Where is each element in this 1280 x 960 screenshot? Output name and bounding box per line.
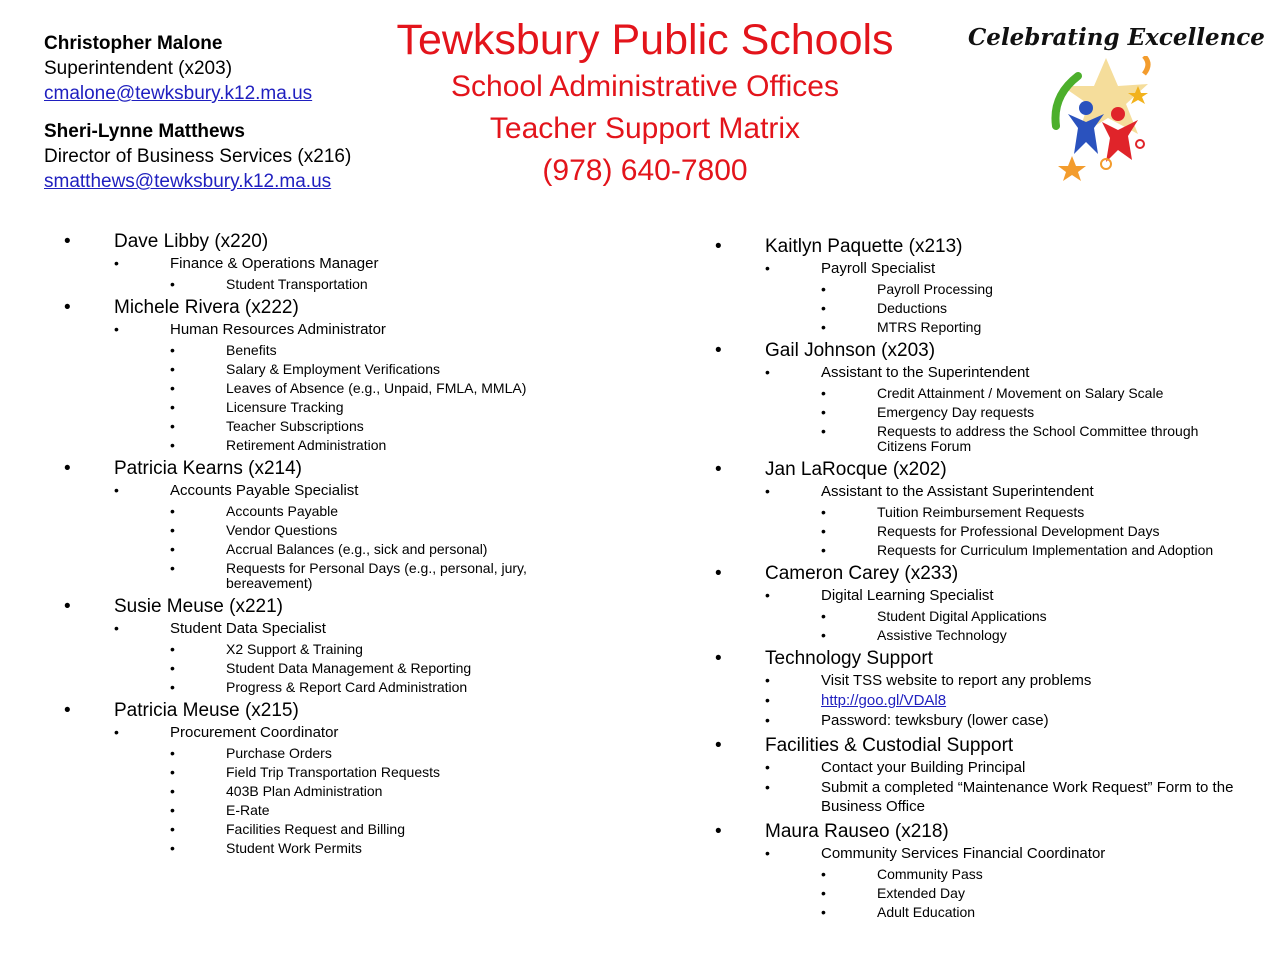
page-subtitle-offices: School Administrative Offices — [451, 70, 839, 103]
tss-website-link[interactable]: http://goo.gl/VDAl8 — [821, 692, 947, 709]
duty-item: • Deductions — [821, 300, 948, 316]
contact-role: Superintendent (x203) — [44, 58, 233, 79]
contact-name: Christopher Malone — [44, 33, 223, 54]
staff-name: Dave Libby (x220) — [114, 231, 269, 252]
tech-support-section: • Technology Support • Visit TSS website to report any problems • http://goo.gl/VDAl8 • Password: tewksbury (lower case) — [715, 647, 1275, 730]
staff-role: • Assistant to the Assistant Superintendent • Tuition Reimbursement Requests • Requests for Professional Development Days • Requests for Curriculum Implementation and Adoption — [765, 482, 1275, 558]
contact-superintendent — [44, 32, 404, 106]
duty-item: • Requests for Professional Development Days — [821, 523, 1160, 539]
duty-item: • Licensure Tracking — [170, 399, 344, 415]
duty-item: • E-Rate — [170, 802, 270, 818]
duty-item: • X2 Support & Training — [170, 641, 363, 657]
logo-tagline: Celebrating Excellence — [968, 24, 1265, 51]
duty-item: • Vendor Questions — [170, 522, 338, 538]
contact-business-director — [44, 120, 404, 194]
tech-support-item: • Password: tewksbury (lower case) — [765, 712, 1049, 729]
staff-name: Kaitlyn Paquette (x213) — [765, 236, 963, 257]
duty-item: • Teacher Subscriptions — [170, 418, 364, 434]
staff-entry: • Patricia Kearns (x214) • Accounts Payable Specialist • Accounts Payable • Vendor Questions • Accrual Balances (e.g., sick and personal) • Requests for Personal Days (e.g., personal, jury, bereavement) — [64, 457, 664, 591]
duty-item: • Accounts Payable — [170, 503, 339, 519]
duty-item: • Retirement Administration — [170, 437, 387, 453]
staff-name: Cameron Carey (x233) — [765, 563, 959, 584]
staff-entry: • Michele Rivera (x222) • Human Resources Administrator • Benefits • Salary & Employment Verifications • Leaves of Absence (e.g., Unpaid, FMLA, MMLA) • Licensure Tracking • Teacher Subscriptions • Retirement Administration — [64, 296, 664, 453]
duty-item: • Student Data Management & Reporting — [170, 660, 472, 676]
duty-item: • MTRS Reporting — [821, 319, 982, 335]
contact-email-link[interactable]: smatthews@tewksbury.k12.ma.us — [44, 171, 332, 192]
page-title: Tewksbury Public Schools — [396, 16, 894, 64]
staff-entry: • Jan LaRocque (x202) • Assistant to the Assistant Superintendent • Tuition Reimbursement Requests • Requests for Professional Development Days • Requests for Curriculum Implementation and Adoption — [715, 458, 1275, 558]
duty-item: • Requests for Personal Days (e.g., personal, jury, bereavement) — [170, 560, 527, 591]
duty-item: • Benefits — [170, 342, 277, 358]
staff-name: Michele Rivera (x222) — [114, 297, 299, 318]
staff-entry: • Patricia Meuse (x215) • Procurement Coordinator • Purchase Orders • Field Trip Transportation Requests • 403B Plan Administration • E-Rate • Facilities Request and Billing • Student Work Permits — [64, 699, 664, 856]
tech-support-item: • Visit TSS website to report any problems — [765, 672, 1092, 689]
contact-role: Director of Business Services (x216) — [44, 146, 352, 167]
logo — [968, 24, 1265, 184]
duty-item: • 403B Plan Administration — [170, 783, 383, 799]
duty-item: • Facilities Request and Billing — [170, 821, 405, 837]
staff-role: • Finance & Operations Manager • Student Transportation — [114, 254, 664, 292]
staff-role: • Digital Learning Specialist • Student Digital Applications • Assistive Technology — [765, 586, 1275, 643]
support-matrix-left — [64, 226, 664, 856]
section-title: Technology Support — [765, 648, 933, 669]
duty-item: • Adult Education — [821, 904, 976, 920]
contact-email-link[interactable]: cmalone@tewksbury.k12.ma.us — [44, 83, 313, 104]
staff-name: Patricia Meuse (x215) — [114, 700, 299, 721]
staff-entry: • Maura Rauseo (x218) • Community Services Financial Coordinator • Community Pass • Extended Day • Adult Education — [715, 820, 1275, 920]
staff-role: • Student Data Specialist • X2 Support & Training • Student Data Management & Reporting • Progress & Report Card Administration — [114, 619, 664, 695]
staff-role: • Community Services Financial Coordinator • Community Pass • Extended Day • Adult Education — [765, 844, 1275, 920]
duty-item: • Payroll Processing — [821, 281, 993, 297]
staff-name: Susie Meuse (x221) — [114, 596, 283, 617]
duty-item: • Field Trip Transportation Requests — [170, 764, 440, 780]
staff-role: • Human Resources Administrator • Benefits • Salary & Employment Verifications • Leaves of Absence (e.g., Unpaid, FMLA, MMLA) • Licensure Tracking • Teacher Subscriptions • Retirement Administration — [114, 320, 664, 453]
staff-entry: • Kaitlyn Paquette (x213) • Payroll Specialist • Payroll Processing • Deductions • MTRS Reporting — [715, 235, 1275, 335]
duty-item: • Salary & Employment Verifications — [170, 361, 440, 377]
duty-item: • Student Transportation — [170, 276, 368, 292]
duty-item: • Emergency Day requests — [821, 404, 1035, 420]
staff-role: • Procurement Coordinator • Purchase Orders • Field Trip Transportation Requests • 403B Plan Administration • E-Rate • Facilities Request and Billing • Student Work Permits — [114, 723, 664, 856]
duty-item: • Requests to address the School Committee through Citizens Forum — [821, 423, 1199, 454]
staff-name: Maura Rauseo (x218) — [765, 821, 949, 842]
duty-item: • Extended Day — [821, 885, 965, 901]
section-title: Facilities & Custodial Support — [765, 735, 1014, 756]
duty-item: • Credit Attainment / Movement on Salary Scale — [821, 385, 1164, 401]
page-phone: (978) 640-7800 — [542, 154, 748, 187]
staff-name: Patricia Kearns (x214) — [114, 458, 302, 479]
staff-entry: • Gail Johnson (x203) • Assistant to the Superintendent • Credit Attainment / Movement on Salary Scale • Emergency Day requests • Requests to address the School Committee through Citizens Forum — [715, 339, 1275, 454]
duty-item: • Requests for Curriculum Implementation and Adoption — [821, 542, 1214, 558]
staff-name: Gail Johnson (x203) — [765, 340, 936, 361]
facilities-item: • Submit a completed “Maintenance Work Request” Form to the Business Office — [765, 779, 1234, 815]
contact-name: Sheri-Lynne Matthews — [44, 121, 245, 142]
facilities-section: • Facilities & Custodial Support • Contact your Building Principal • Submit a completed “Maintenance Work Request” Form to the Business Office — [715, 734, 1275, 816]
header — [360, 14, 930, 192]
support-matrix-right — [715, 231, 1275, 920]
facilities-item: • Contact your Building Principal — [765, 759, 1026, 776]
duty-item: • Accrual Balances (e.g., sick and personal) — [170, 541, 488, 557]
staff-name: Jan LaRocque (x202) — [765, 459, 947, 480]
staff-entry: • Cameron Carey (x233) • Digital Learning Specialist • Student Digital Applications • Assistive Technology — [715, 562, 1275, 643]
duty-item: • Tuition Reimbursement Requests — [821, 504, 1085, 520]
staff-role: • Assistant to the Superintendent • Credit Attainment / Movement on Salary Scale • Emergency Day requests • Requests to address the School Committee through Citizens Forum — [765, 363, 1275, 454]
duty-item: • Progress & Report Card Administration — [170, 679, 468, 695]
duty-item: • Leaves of Absence (e.g., Unpaid, FMLA, MMLA) — [170, 380, 527, 396]
staff-role: • Accounts Payable Specialist • Accounts Payable • Vendor Questions • Accrual Balances (e.g., sick and personal) • Requests for Personal Days (e.g., personal, jury, bereavement) — [114, 481, 664, 591]
staff-entry: • Susie Meuse (x221) • Student Data Specialist • X2 Support & Training • Student Data Management & Reporting • Progress & Report Card Administration — [64, 595, 664, 695]
page-subtitle-matrix: Teacher Support Matrix — [489, 112, 801, 145]
staff-entry: • Dave Libby (x220) • Finance & Operations Manager • Student Transportation — [64, 230, 664, 292]
duty-item: • Student Work Permits — [170, 840, 362, 856]
duty-item: • Community Pass — [821, 866, 983, 882]
staff-role: • Payroll Specialist • Payroll Processing • Deductions • MTRS Reporting — [765, 259, 1275, 335]
duty-item: • Student Digital Applications — [821, 608, 1047, 624]
tech-support-link-item: • http://goo.gl/VDAl8 — [765, 692, 947, 709]
duty-item: • Purchase Orders — [170, 745, 332, 761]
duty-item: • Assistive Technology — [821, 627, 1007, 643]
celebration-figures-icon — [1048, 56, 1158, 181]
